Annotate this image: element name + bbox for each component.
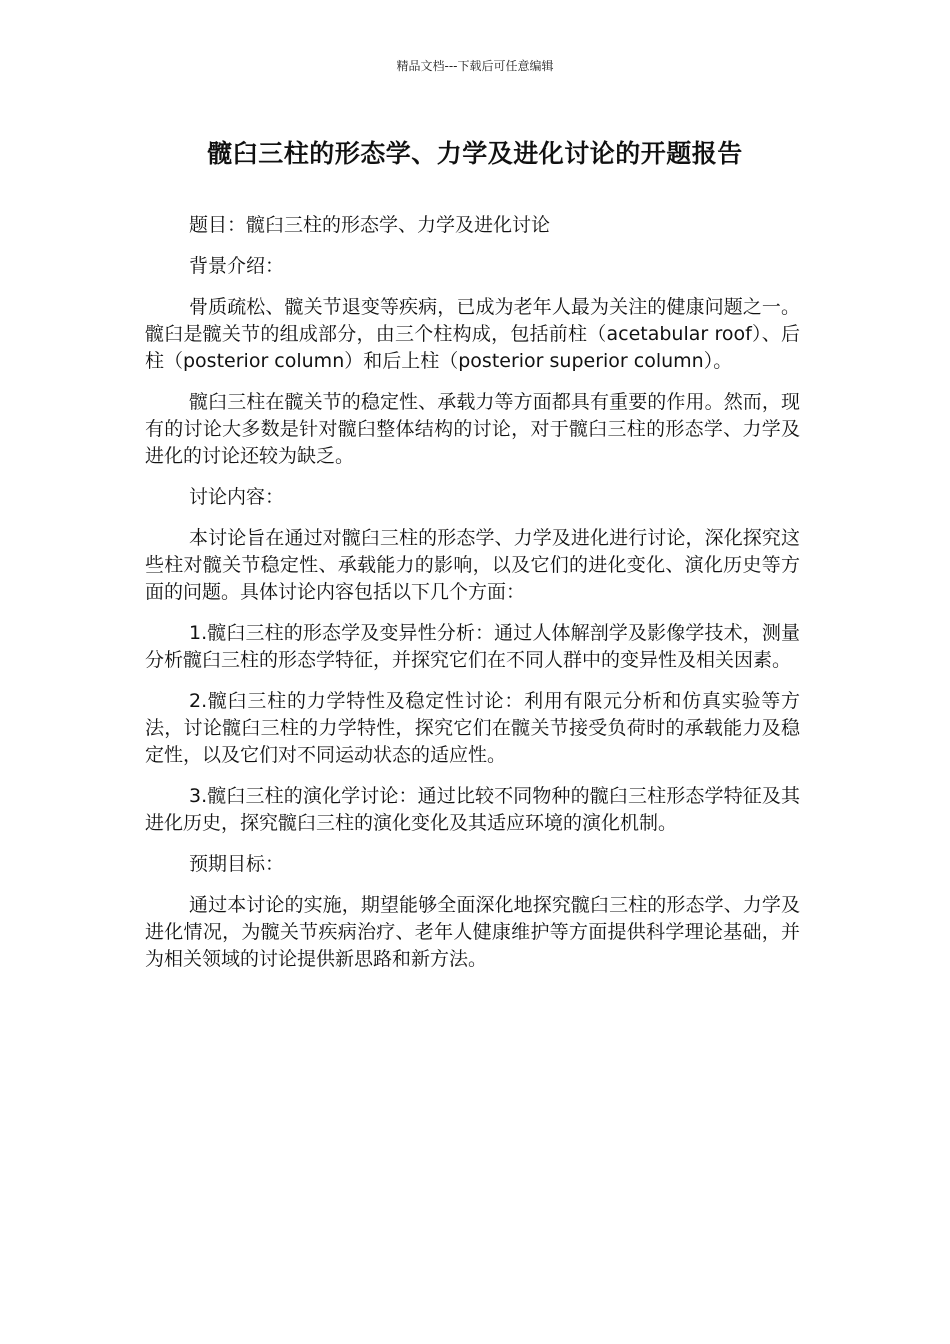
- content-item-2: 2.髋臼三柱的力学特性及稳定性讨论：利用有限元分析和仿真实验等方法，讨论髋臼三柱的力学特性，探究它们在髋关节接受负荷时的承载能力及稳定性，以及它们对不同运动状态的适应性。: [145, 690, 800, 766]
- section-label-content: 讨论内容：: [189, 486, 285, 508]
- topic-line: 题目：髋臼三柱的形态学、力学及进化讨论: [189, 214, 551, 236]
- document-body: [145, 212, 800, 987]
- content-item-1: 1.髋臼三柱的形态学及变异性分析：通过人体解剖学及影像学技术，测量分析髋臼三柱的形态学特征，并探究它们在不同人群中的变异性及相关因素。: [145, 622, 800, 671]
- goals-paragraph: 通过本讨论的实施，期望能够全面深化地探究髋臼三柱的形态学、力学及进化情况，为髋关节疾病治疗、老年人健康维护等方面提供科学理论基础，并为相关领域的讨论提供新思路和新方法。: [145, 894, 800, 970]
- background-paragraph-2: 髋臼三柱在髋关节的稳定性、承载力等方面都具有重要的作用。然而，现有的讨论大多数是针对髋臼整体结构的讨论，对于髋臼三柱的形态学、力学及进化的讨论还较为缺乏。: [145, 391, 800, 467]
- content-intro-paragraph: 本讨论旨在通过对髋臼三柱的形态学、力学及进化进行讨论，深化探究这些柱对髋关节稳定性、承载能力的影响，以及它们的进化变化、演化历史等方面的问题。具体讨论内容包括以下几个方面：: [145, 527, 800, 603]
- header-note: 精品文档---下载后可任意编辑: [396, 59, 554, 73]
- content-item-3: 3.髋臼三柱的演化学讨论：通过比较不同物种的髋臼三柱形态学特征及其进化历史，探究髋臼三柱的演化变化及其适应环境的演化机制。: [145, 785, 800, 834]
- background-paragraph-1: 骨质疏松、髋关节退变等疾病，已成为老年人最为关注的健康问题之一。髋臼是髋关节的组成部分，由三个柱构成，包括前柱（acetabular roof）、后柱（posterior column）和后上柱（posterior superior column）。: [145, 296, 800, 372]
- section-label-background: 背景介绍：: [189, 255, 285, 277]
- document-title: 髋臼三柱的形态学、力学及进化讨论的开题报告: [207, 139, 743, 168]
- section-label-goals: 预期目标：: [189, 853, 285, 875]
